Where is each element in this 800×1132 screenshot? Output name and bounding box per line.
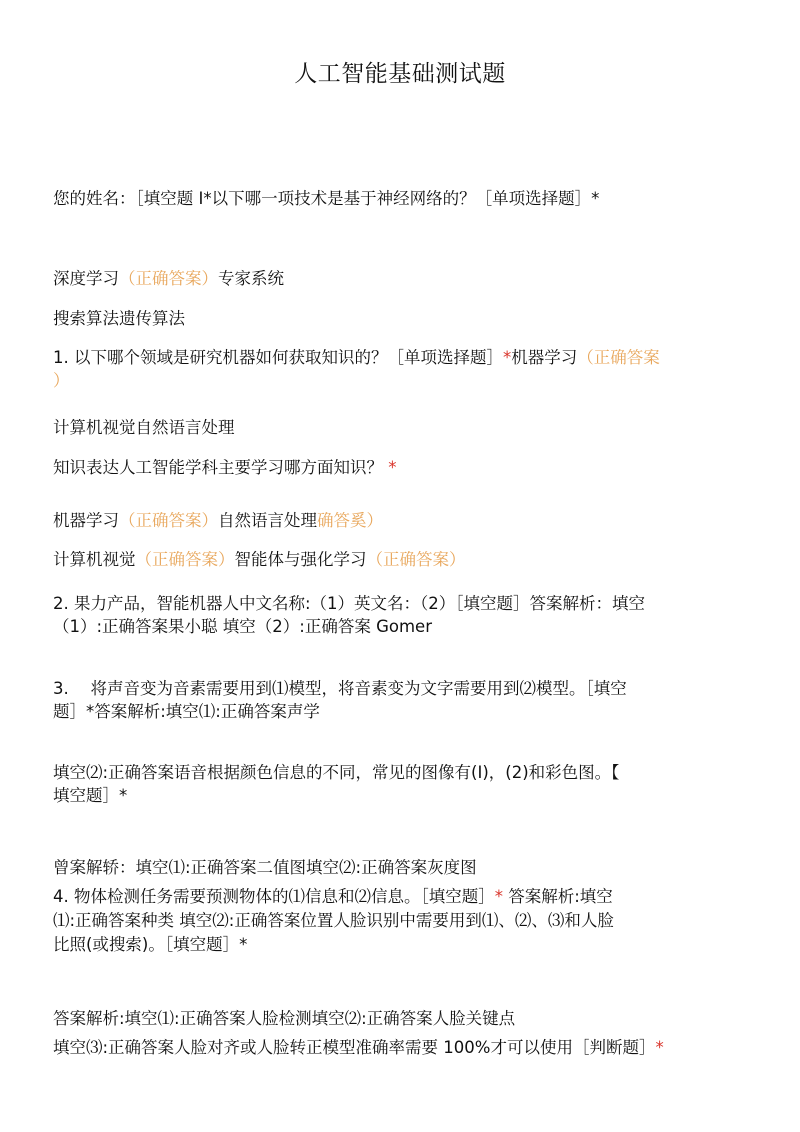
text-line [53,416,753,440]
text-line [53,592,753,616]
line-text: 填空⑵:正确答案语音根据颜色信息的不同，常见的图像有(I)，(2)和彩色图。【 [53,763,620,782]
correct-answer-marker: （正确答案） [135,550,235,569]
correct-answer-marker: 确答奚） [317,511,383,530]
line-text: 3. 将声音变为音素需要用到⑴模型，将音素变为文字需要用到⑵模型。［填空 [53,679,627,698]
required-asterisk: * [388,458,397,477]
line-text: 专家系统 [218,269,284,288]
line-text: 自然语言处理 [218,511,317,530]
line-text: 1. 以下哪个领域是研究机器如何获取知识的？［单项选择题］ [53,348,503,367]
text-line [53,307,753,331]
text-line [53,761,753,785]
correct-answer-marker: （正确答案） [119,511,218,530]
line-text: 搜索算法遗传算法 [53,309,185,328]
line-text: ⑴:正确答案种类 填空⑵:正确答案位置人脸识别中需要用到⑴、⑵、⑶和人脸 [53,911,614,930]
text-line [53,856,753,880]
line-text: 智能体与强化学习 [234,550,367,569]
correct-answer-marker: ） [53,371,70,390]
text-line [53,677,753,701]
text-line [53,1036,753,1060]
text-line [53,784,753,808]
text-line [53,885,753,909]
correct-answer-marker: （正确答案） [366,550,466,569]
line-text: 机器学习 [53,511,119,530]
line-text: 答案解析:填空⑴:正确答案人脸检测填空⑵:正确答案人脸关键点 [53,1009,516,1028]
line-text: 4. 物体检测任务需要预测物体的⑴信息和⑵信息。［填空题］ [53,887,495,906]
text-line [53,369,753,393]
required-asterisk: * [494,887,503,906]
text-line [53,700,753,724]
document-title: 人工智能基础测试题 [294,61,506,87]
correct-answer-marker: （正确答案 [577,348,660,367]
line-text: 您的姓名：［填空题 I*以下哪一项技术是基于神经网络的？［单项选择题］* [53,189,600,208]
text-line [53,267,753,291]
text-line [53,548,753,572]
required-asterisk: * [503,348,512,367]
text-line [53,346,753,370]
text-line [53,909,753,933]
line-text: 机器学习 [511,348,578,367]
line-text: 2. 果力产品，智能机器人中文名称:（1）英文名：（2）［填空题］答案解析：填空 [53,594,646,613]
required-asterisk: * [655,1038,664,1057]
text-line [53,615,753,639]
line-text: 计算机视觉自然语言处理 [53,418,235,437]
text-line [53,456,753,480]
line-text: 比照(或搜索)。［填空题］* [53,935,248,954]
line-text: （1）:正确答案果小聪 填空（2）:正确答案 Gomer [53,617,432,636]
text-line [53,187,753,211]
text-line [53,1007,753,1031]
line-text: 答案解析:填空 [503,887,613,906]
line-text: 知识表达人工智能学科主要学习哪方面知识？ [53,458,389,477]
line-text: 填空⑶:正确答案人脸对齐或人脸转正模型准确率需要 100%才可以使用［判断题］ [53,1038,656,1057]
line-text: 曾案解轿：填空⑴:正确答案二值图填空⑵:正确答案灰度图 [53,858,477,877]
text-line [53,509,753,533]
correct-answer-marker: （正确答案） [119,269,218,288]
line-text: 题］*答案解析:填空⑴:正确答案声学 [53,702,320,721]
text-line [53,933,753,957]
line-text: 填空题］* [53,786,128,805]
line-text: 计算机视觉 [53,550,136,569]
line-text: 深度学习 [53,269,119,288]
